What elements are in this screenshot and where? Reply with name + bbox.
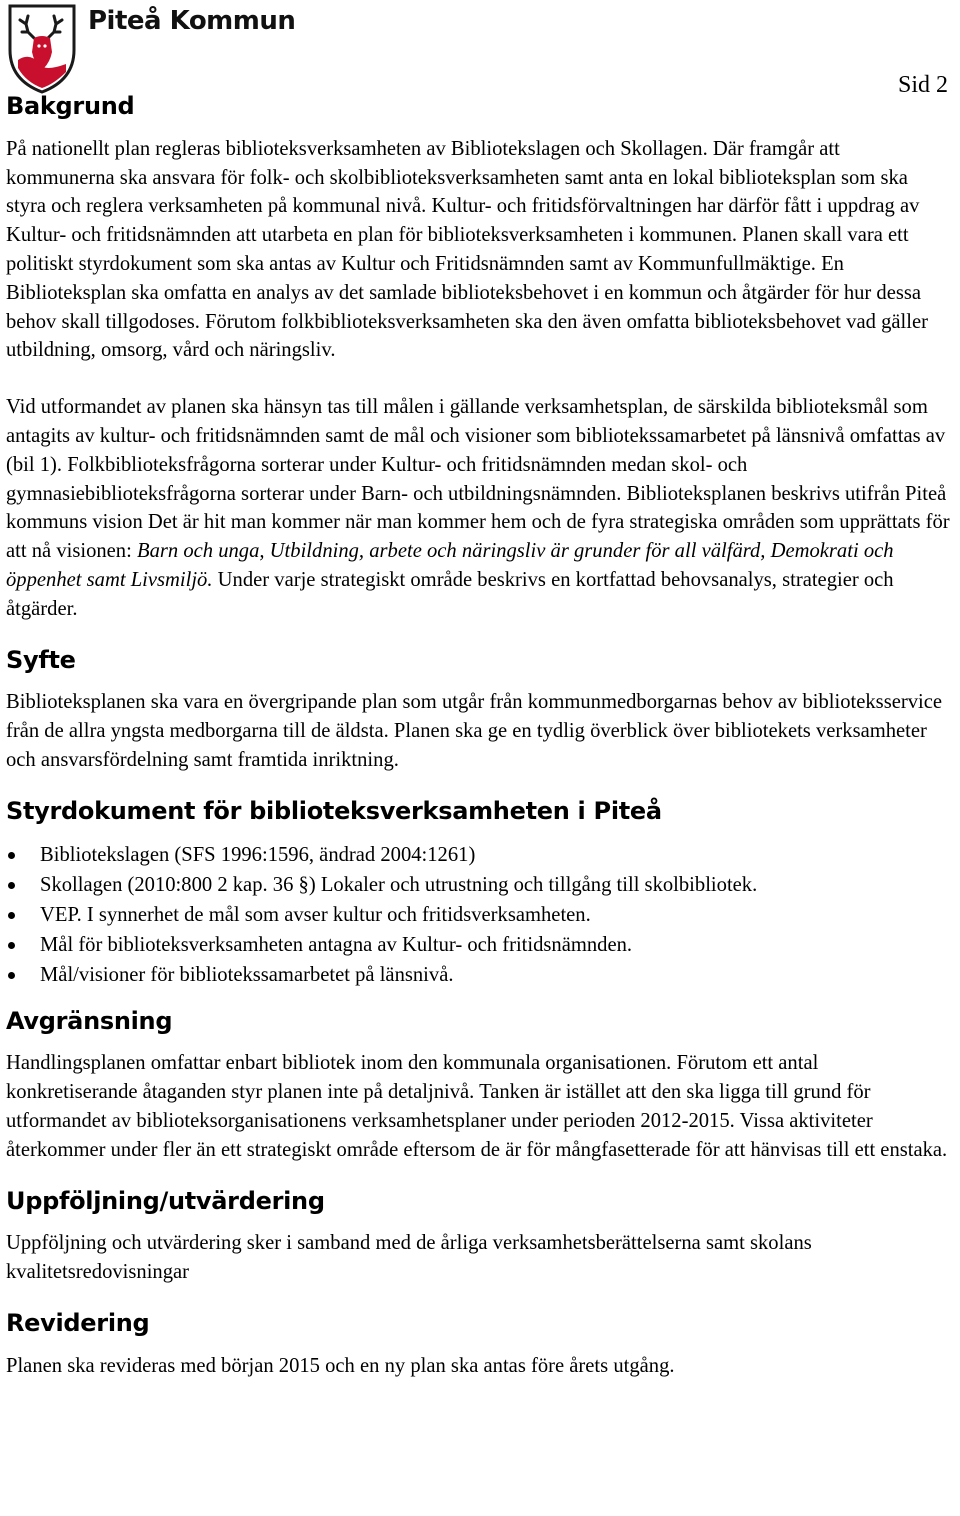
heading-avgransning: Avgränsning [6, 1006, 173, 1035]
heading-styrdokument: Styrdokument för biblioteksverksamheten i Piteå [6, 796, 662, 825]
page-header [4, 2, 956, 98]
paragraph-bakgrund-2-end: Under varje strategiskt område beskrivs en kortfattad behovsanalys, strategier och åtgärder. [6, 568, 894, 620]
heading-uppfoljning: Uppföljning/utvärdering [6, 1186, 325, 1215]
paragraph-uppfoljning: Uppföljning och utvärdering sker i samband med de årliga verksamhetsberättelserna samt skolans kvalitetsredovisningar [6, 1232, 812, 1284]
org-name: Piteå Kommun [88, 6, 296, 36]
paragraph-bakgrund-2-start: Vid utformandet av planen ska hänsyn tas till målen i gällande verksamhetsplan, de särskilda biblioteksmål som antagits av kultur- och fritidsnämnden samt de mål och visioner som bibliotekssamarbetet på länsnivå omfattas av (bil 1). Folkbiblioteksfrågorna sorterar under Kultur- och fritidsnämnden medan skol- och gymnasiebiblioteksfrågorna sorterar under Barn- och utbildningsnämnden. Biblioteksplanen beskrivs utifrån Piteå kommuns vision Det är hit man kommer när man kommer hem och de fyra strategiska områden som upprättats för att nå visionen: [6, 396, 950, 563]
list-item: Mål för biblioteksverksamheten antagna av Kultur- och fritidsnämnden. [6, 930, 952, 960]
list-item: VEP. I synnerhet de mål som avser kultur och fritidsverksamheten. [6, 900, 952, 930]
paragraph-bakgrund-2 [6, 393, 952, 623]
paragraph-bakgrund-1: På nationellt plan regleras biblioteksverksamheten av Bibliotekslagen och Skollagen. Där framgår att kommunerna ska ansvara för folk- och skolbiblioteksverksamheten samt anta en lokal biblioteksplan som ska styra och reglera verksamheten på kommunal nivå. Kultur- och fritidsförvaltningen har därför fått i uppdrag av Kultur- och fritidsnämnden att utarbeta en plan för biblioteksverksamheten i kommunen. Planen skall vara ett politiskt styrdokument som ska antas av Kultur och Fritidsnämnden samt av Kommunfullmäktige. En Biblioteksplan ska omfatta en analys av det samlade biblioteksbehovet i en kommun och åtgärder för hur dessa behov skall tillgodoses. Förutom folkbiblioteksverksamheten ska den även omfatta biblioteksbehovet vad gäller utbildning, omsorg, vård och näringsliv. [6, 137, 928, 362]
strategic-areas-italic: Barn och unga, Utbildning, arbete och näringsliv är grunder för all välfärd, Demokrati och öppenhet samt Livsmiljö. [6, 540, 894, 591]
page-number: Sid 2 [897, 72, 948, 98]
list-item: Skollagen (2010:800 2 kap. 36 §) Lokaler och utrustning och tillgång till skolbibliotek. [6, 870, 952, 900]
reindeer-shield-icon [6, 2, 78, 94]
paragraph-avgransning: Handlingsplanen omfattar enbart bibliotek inom den kommunala organisationen. Förutom ett antal konkretiserande åtaganden styr planen inte på detaljnivå. Tanken är istället att den ska ligga till grund för utformandet av biblioteksorganisationens verksamhetsplaner under perioden 2012-2015. Vissa aktiviteter återkommer under fler än ett strategiskt område eftersom de är för mångfasetterade för att hänvisas till ett enstaka. [6, 1052, 948, 1161]
list-item: Bibliotekslagen (SFS 1996:1596, ändrad 2004:1261) [6, 840, 952, 870]
document-body [6, 92, 952, 1381]
paragraph-revidering: Planen ska revideras med början 2015 och en ny plan ska antas före årets utgång. [6, 1354, 675, 1377]
heading-revidering: Revidering [6, 1308, 150, 1337]
heading-syfte: Syfte [6, 645, 76, 674]
list-item: Mål/visioner för bibliotekssamarbetet på länsnivå. [6, 960, 952, 990]
styrdokument-list [6, 840, 952, 991]
heading-bakgrund: Bakgrund [6, 92, 135, 120]
paragraph-syfte: Biblioteksplanen ska vara en övergripande plan som utgår från kommunmedborgarnas behov av biblioteksservice från de allra yngsta medborgarna till de äldsta. Planen ska ge en tydlig överblick över bibliotekets verksamheter och ansvarsfördelning samt framtida inriktning. [6, 691, 942, 771]
